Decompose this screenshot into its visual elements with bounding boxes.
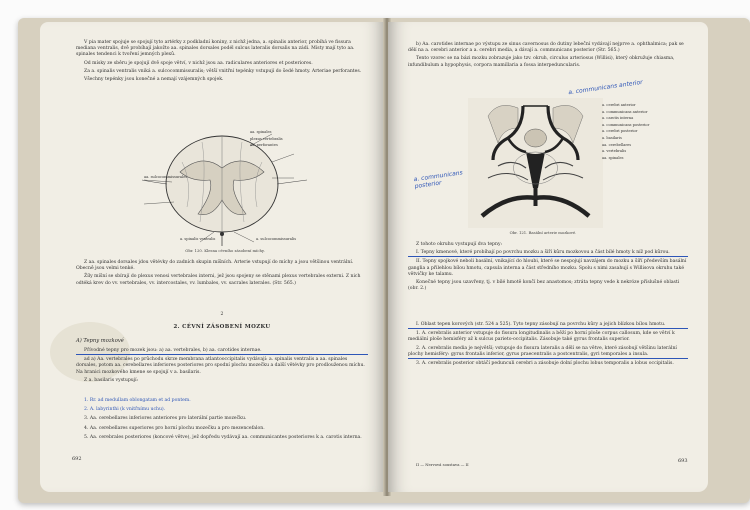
- list-item: 3. Aa. cerebellares inferiores anteriores pro laterální partie mozečku.: [84, 416, 247, 422]
- paragraph: Za a. spinalis ventralis vniká a. sulcocommissuralis; větší vnitřní tepénky vstupují do šedé hmoty. Arteriae perforantes.: [84, 68, 362, 74]
- figure-label: aa. spinales: [250, 130, 272, 134]
- numbered-item: 2. A. cerebralis media je největší; vstupuje do fissura lateralis a dělí se na větve, které zásobují většinu laterální plochy hemisféry: gyrus frontalis inferior, gyrus praecentralis a postcentralis, gyri temporales a insula.: [408, 346, 688, 359]
- subsection-heading: A) Tepny mozkové: [76, 338, 124, 344]
- numbered-item: 1. A. cerebralis anterior vstupuje do fissura longitudinalis a běží po horní ploše corpus callosum, kde se větví k mediální ploše hemisféry až k sulcus parieto-occipitalis. Zásobuje také gyrus frontalis superior.: [408, 331, 675, 343]
- right-numbered-list: [408, 322, 688, 369]
- right-text-mid: [408, 242, 688, 294]
- page-number: 692: [72, 456, 82, 462]
- numbered-item: 3. A. cerebralis posterior obtáčí pedunculi cerebri a zásobuje dolní plochu lobus temporalis a lobus occipitalis.: [416, 361, 674, 367]
- figure-label: a. carotis interna: [602, 116, 634, 121]
- circle-of-willis-figure: [468, 98, 603, 228]
- figure-label: a. basilaris: [602, 135, 622, 140]
- paragraph: Přívodné tepny pro mozek jsou: a) aa. vertebrales, b) aa. carotides internae.: [76, 348, 368, 355]
- figure-label: a. spinalis ventralis: [180, 237, 216, 241]
- right-text-top: [408, 42, 688, 71]
- paragraph: Konečné tepny jsou uzavřeny, tj. v bílé hmotě končí bez anastomos; ztráta tepny vede k nekróze příslušné oblasti (obr. 2.): [408, 280, 680, 292]
- paragraph: II. Tepny spojkové neboli basální, vnikající do hloubi, které se nespojují navzájem do mozku a šíří především basální ganglia a přilehlou bílou hmotu, capsula interna a část středního mozku. Spolu s nimi zasahují s Willisova okruhu také větvičky ke talamu.: [408, 259, 687, 277]
- left-text-mid: [76, 260, 368, 289]
- figure-label: aa. perforantes: [250, 143, 278, 148]
- figure-label: aa. sulcocommissurales: [144, 175, 188, 179]
- list-item: 2. A. labyrinthi (k vnitřnímu uchu).: [84, 407, 166, 413]
- figure-label: aa. spinales: [602, 155, 624, 160]
- figure-label: plexus vertebralis: [250, 136, 283, 141]
- handwritten-note: a. communicans anterior: [567, 78, 644, 97]
- list-item: 4. Aa. cerebellares superiores pro horní plochu mozečku a pro mezencefalon.: [84, 425, 265, 431]
- left-page: [40, 22, 385, 492]
- paragraph: Z tohoto okruhu vystupují dva tepny:: [416, 242, 503, 247]
- figure-label: a. cerebri anterior: [602, 103, 636, 107]
- figure-label: a. vertebralis: [602, 149, 627, 154]
- list-item: 1. Rr. ad medullam oblongatam et ad pontem.: [84, 398, 191, 403]
- handwritten-note: a. communicans posterior: [413, 169, 464, 191]
- figure-labels-left: [144, 174, 204, 181]
- paragraph: Z aa. spinales dorsales jdou větévky do zadních skupin míšních. Arterie vstupují do míchy a jsou většinou ventrální. Obecně jsou velmi tenké.: [76, 260, 354, 272]
- left-list: [84, 398, 370, 444]
- left-text-bottom: [76, 348, 368, 386]
- paragraph: Všechny tepénky jsou konečné a nemají vzájemných spojek.: [84, 77, 224, 83]
- section-number: 2: [220, 312, 224, 317]
- figure-label: a. cerebri posterior: [602, 129, 638, 134]
- figure-caption: Obr. 120. Klesna cévního zásobení míchy.: [185, 248, 265, 253]
- figure-label: a. communicans posterior: [602, 122, 650, 127]
- page-number: 693: [678, 458, 688, 464]
- figure-label: a. sulcocommissuralis: [256, 237, 297, 241]
- paragraph: ad a) Aa. vertebrales po průchodu skrze membrana atlantooccipitalis vydávají: a. spinalis ventralis a aa. spinales dorsales, potom aa. cerebellares inferiores posteriores pro spodní plochu mozečku a další větévky pro prodlouženou míchu. Na hranici mozkového kmene se spojují v a. basilaris.: [76, 357, 365, 375]
- figure-labels-bottom-left: [180, 236, 240, 243]
- figure-caption: Obr. 121. Basální arterie mozkové.: [509, 230, 577, 235]
- figure-labels-right: [250, 129, 330, 149]
- figure-labels-bottom-right: [256, 236, 326, 243]
- section-heading: 2. CÉVNÍ ZÁSOBENÍ MOZKU: [173, 324, 271, 330]
- figure-label: aa. cerebellares: [602, 142, 632, 147]
- paragraph: b) Aa. carotides internae po výstupu ze sinus cavernosus do dutiny lebeční vydávají nejprve a. ophthalmica; pak se dělí na a. cerebri anterior a a. cerebri media, a dávají a. communicans posterior (Str. 565.): [408, 42, 684, 54]
- paragraph: Od mísky ze sběru je spojují dvě spoje větví, v nichž jsou aa. radiculares anteriores et posteriores.: [84, 60, 313, 66]
- figure-label: a. communicans anterior: [602, 109, 648, 114]
- paragraph: Z a. basilaris vystupují:: [84, 377, 139, 383]
- paragraph: Tento vzorec se na bázi mozku zobrazuje jako tzv. okruh, circulus arteriosus (Willisi), který obkružuje chiasma, infundibulum a hypophysis, corpora mamillaria a fossa interpeduncularis.: [408, 56, 675, 68]
- paragraph: I. Tepny kmenové, které probíhají po povrchu mozku a šíří kůru mozkovou a část bílé hmoty k níž pod kůrou.: [408, 250, 688, 257]
- numbered-item: I. Oblast tepen korových (str. 524 a 525). Tyto tepny zásobují na povrchu kůry a jejich blízkou bílou hmotu.: [408, 322, 688, 329]
- paragraph: V pia mater spojuje se spojují tyto artérky z podkladní koniny, z nichž jedna, a. spinalis anterior, probíhá ve fissura mediana ventralis, dvě probíhají jakožto aa. spinales dorsales podél sulcus lateralis dorsalis na zádi. Místy mají tyto aa. spinales tendenci k tvoření jemných plexů.: [76, 40, 355, 58]
- list-item: 5. Aa. cerebrales posteriores (koncové větve), jež dopředu vydávají aa. communicantes posteriores k a. carotis interna.: [84, 434, 362, 440]
- left-text-top: [76, 40, 368, 85]
- willis-labels: [602, 102, 692, 161]
- right-page: [388, 22, 708, 492]
- page-footer: II — Nervová soustava — II: [416, 462, 469, 467]
- paragraph: Žíly míšní se sbírají do plexus venosi vertebrales interni, jež jsou spojeny se stěnami plexus vertebrales externi. Z nich odtéká krev do vv. vertebrales, vv. intercostales, vv. lumbales, vv. sacrales laterales. (Str. 565.): [76, 274, 361, 286]
